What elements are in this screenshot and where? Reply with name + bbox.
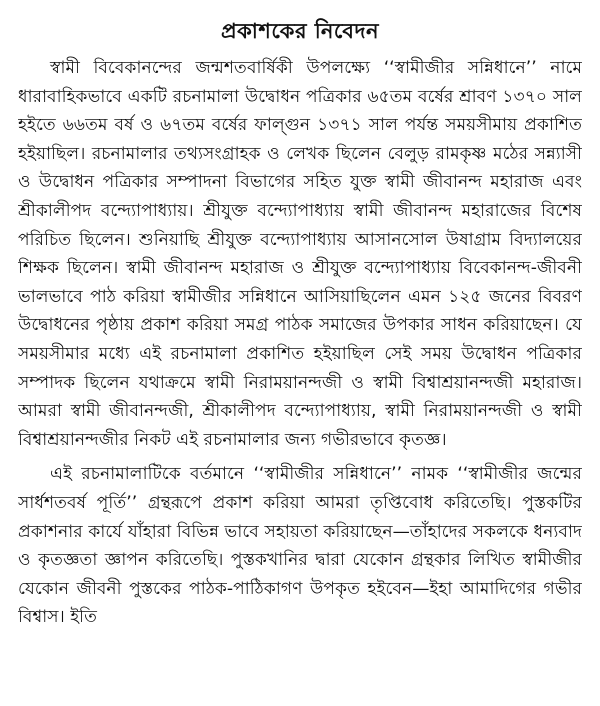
page-title: প্রকাশকের নিবেদন xyxy=(220,19,380,43)
paragraph-2: এই রচনামালাটিকে বর্তমানে ‘‘স্বামীজীর সন্নিধানে’’ নামক ‘‘স্বামীজীর জন্মের সার্ধশতবর্ষ পূর্তি’’ গ্রন্থরূপে প্রকাশ করিয়া আমরা তৃপ্তিবোধ করিতেছি। পুস্তকটির প্রকাশনার কার্যে যাঁহারা বিভিন্ন ভাবে সহায়তা করিয়াছেন—তাঁহাদের সকলকে ধন্যবাদ ও কৃতজ্ঞতা জ্ঞাপন করিতেছি। পুস্তকখানির দ্বারা যেকোন গ্রন্থকার লিখিত স্বামীজীর যেকোন জীবনী পুস্তকের পাঠক-পাঠিকাগণ উপকৃত হইবেন—ইহা আমাদিগের গভীর বিশ্বাস। ইতি xyxy=(18,464,582,628)
paragraph-1: স্বামী বিবেকানন্দের জন্মশতবার্ষিকী উপলক্ষ্যে ‘‘স্বামীজীর সন্নিধানে’’ নামে ধারাবাহিকভাবে একটি রচনামালা উদ্বোধন পত্রিকার ৬৫তম বর্ষের শ্রাবণ ১৩৭০ সাল হইতে ৬৬তম বর্ষ ও ৬৭তম বর্ষের ফাল্গুন ১৩৭১ সাল পর্যন্ত সময়সীমায় প্রকাশিত হইয়াছিল। রচনামালার তথ্যসংগ্রাহক ও লেখক ছিলেন বেলুড় রামকৃষ্ণ মঠের সন্ন্যাসী ও উদ্বোধন পত্রিকার সম্পাদনা বিভাগের সহিত যুক্ত স্বামী জীবানন্দ মহারাজ এবং শ্রীকালীপদ বন্দ্যোপাধ্যায়। শ্রীযুক্ত বন্দ্যোপাধ্যায় স্বামী জীবানন্দ মহারাজের বিশেষ পরিচিত ছিলেন। শুনিয়াছি শ্রীযুক্ত বন্দ্যোপাধ্যায় আসানসোল উষাগ্রাম বিদ্যালয়ের শিক্ষক ছিলেন। স্বামী জীবানন্দ মহারাজ ও শ্রীযুক্ত বন্দ্যোপাধ্যায় বিবেকানন্দ-জীবনী ভালভাবে পাঠ করিয়া স্বামীজীর সন্নিধানে আসিয়াছিলেন এমন ১২৫ জনের বিবরণ উদ্বোধনের পৃষ্ঠায় প্রকাশ করিয়া সমগ্র পাঠক সমাজের উপকার সাধন করিয়াছেন। যে সময়সীমার মধ্যে এই রচনামালা প্রকাশিত হইয়াছিল সেই সময় উদ্বোধন পত্রিকার সম্পাদক ছিলেন যথাক্রমে স্বামী নিরাময়ানন্দজী ও স্বামী বিশ্বাশ্রয়ানন্দজী মহারাজ। আমরা স্বামী জীবানন্দজী, শ্রীকালীপদ বন্দ্যোপাধ্যায়, স্বামী নিরাময়ানন্দজী ও স্বামী বিশ্বাশ্রয়ানন্দজীর নিকট এই রচনামালার জন্য গভীরভাবে কৃতজ্ঞ। xyxy=(18,58,582,450)
document-page xyxy=(18,10,582,700)
